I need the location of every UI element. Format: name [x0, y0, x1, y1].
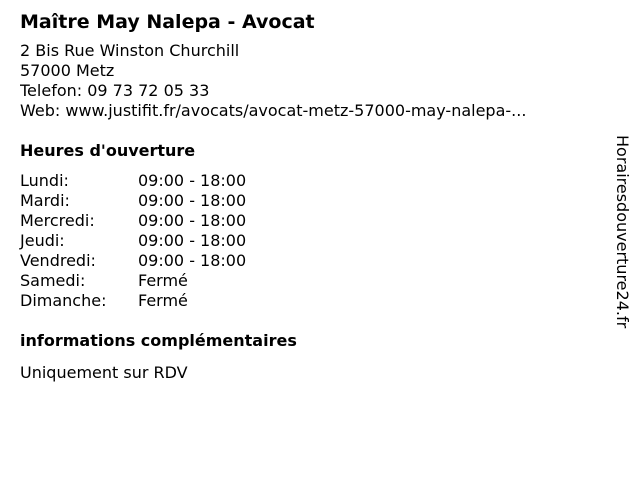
hours-time: 09:00 - 18:00	[138, 171, 247, 190]
hours-row-saturday	[20, 271, 600, 291]
hours-time: 09:00 - 18:00	[138, 211, 247, 230]
hours-day: Jeudi:	[20, 231, 65, 250]
page-title: Maître May Nalepa - Avocat	[20, 11, 315, 33]
address-city: 57000 Metz	[20, 61, 115, 80]
additional-info-title: informations complémentaires	[20, 331, 297, 350]
hours-row-friday	[20, 251, 600, 271]
site-brand-vertical[interactable]: Horairesdouverture24.fr	[613, 135, 632, 329]
hours-day: Dimanche:	[20, 291, 107, 310]
hours-time: 09:00 - 18:00	[138, 191, 247, 210]
hours-row-monday	[20, 171, 600, 191]
opening-hours-table	[20, 171, 600, 311]
hours-time: 09:00 - 18:00	[138, 251, 247, 270]
hours-day: Vendredi:	[20, 251, 96, 270]
address-street: 2 Bis Rue Winston Churchill	[20, 41, 240, 60]
opening-hours-title: Heures d'ouverture	[20, 141, 196, 160]
hours-time: Fermé	[138, 271, 188, 290]
hours-row-tuesday	[20, 191, 600, 211]
hours-day: Mardi:	[20, 191, 70, 210]
hours-day: Lundi:	[20, 171, 69, 190]
phone-number[interactable]: Telefon: 09 73 72 05 33	[20, 81, 210, 100]
hours-day: Mercredi:	[20, 211, 95, 230]
additional-info-text: Uniquement sur RDV	[20, 363, 188, 382]
hours-row-sunday	[20, 291, 600, 311]
hours-time: Fermé	[138, 291, 188, 310]
website-link[interactable]: Web: www.justifit.fr/avocats/avocat-metz-57000-may-nalepa-...	[20, 101, 527, 120]
address-block	[20, 41, 600, 121]
business-card	[20, 8, 600, 383]
hours-time: 09:00 - 18:00	[138, 231, 247, 250]
hours-row-thursday	[20, 231, 600, 251]
hours-row-wednesday	[20, 211, 600, 231]
hours-day: Samedi:	[20, 271, 86, 290]
